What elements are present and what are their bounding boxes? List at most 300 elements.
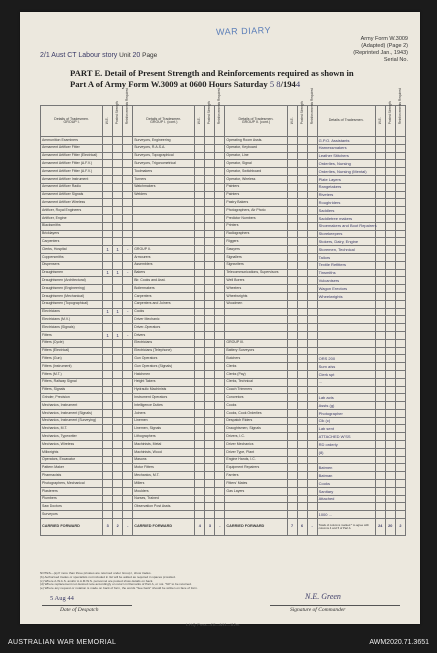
trade-cell: Toolmakers: [133, 168, 195, 176]
table-cell: [385, 363, 395, 371]
table-cell: [113, 339, 123, 347]
table-cell: [205, 464, 215, 472]
table-cell: [287, 339, 297, 347]
trade-cell: Driver Mechanics: [225, 441, 287, 449]
trade-cell: Pharmacists: [41, 472, 103, 480]
table-cell: [195, 339, 205, 347]
table-row: [41, 230, 406, 238]
table-cell: [395, 199, 405, 207]
table-cell: [205, 331, 215, 339]
table-cell: [123, 316, 133, 324]
table-cell: [113, 456, 123, 464]
table-body: [41, 137, 406, 536]
trade-cell: Armament Artificer Signals: [41, 191, 103, 199]
table-cell: [287, 175, 297, 183]
table-cell: [113, 214, 123, 222]
table-cell: [205, 363, 215, 371]
table-cell: [307, 448, 317, 456]
table-row: [41, 168, 406, 176]
trade-cell: Pattern Maker: [41, 464, 103, 472]
table-cell: [307, 464, 317, 472]
table-cell: [195, 191, 205, 199]
table-cell: [395, 230, 405, 238]
trade-cell: [225, 495, 287, 503]
table-cell: [395, 168, 405, 176]
trade-cell: [133, 199, 195, 207]
table-cell: [195, 394, 205, 402]
trade-cell: Storemen, Technical: [317, 246, 375, 254]
table-cell: [205, 511, 215, 519]
table-cell: [215, 495, 225, 503]
table-row: [41, 425, 406, 433]
trade-cell: Clerks: [225, 363, 287, 371]
table-cell: [195, 277, 205, 285]
table-cell: [375, 487, 385, 495]
table-cell: [395, 417, 405, 425]
table-cell: [215, 409, 225, 417]
table-cell: [395, 183, 405, 191]
trade-cell: Mechanics, M.T.: [41, 425, 103, 433]
total-cell: 6: [297, 519, 307, 536]
table-cell: [113, 487, 123, 495]
table-cell: [297, 308, 307, 316]
table-cell: [375, 441, 385, 449]
table-cell: [297, 261, 307, 269]
table-cell: [385, 222, 395, 230]
table-cell: [307, 472, 317, 480]
table-row: [41, 324, 406, 332]
table-cell: [395, 191, 405, 199]
table-cell: [195, 441, 205, 449]
table-cell: [385, 277, 395, 285]
trade-cell: Operating Room Assts.: [225, 137, 287, 145]
table-cell: [375, 386, 385, 394]
table-cell: [307, 175, 317, 183]
table-cell: [307, 238, 317, 246]
table-cell: [287, 230, 297, 238]
table-cell: [375, 472, 385, 480]
table-cell: [215, 253, 225, 261]
trade-cell: Rangetakers: [317, 183, 375, 191]
table-cell: [113, 347, 123, 355]
table-cell: [385, 511, 395, 519]
table-cell: [103, 417, 113, 425]
table-cell: [205, 183, 215, 191]
table-row: [41, 261, 406, 269]
table-cell: [297, 324, 307, 332]
table-cell: [205, 292, 215, 300]
table-cell: [123, 191, 133, 199]
table-cell: [287, 487, 297, 495]
trade-cell: [133, 230, 195, 238]
table-cell: [103, 339, 113, 347]
table-cell: [215, 308, 225, 316]
table-cell: [395, 480, 405, 488]
trade-cell: Plasterers: [41, 487, 103, 495]
table-cell: [375, 370, 385, 378]
table-cell: [103, 495, 113, 503]
table-cell: [287, 160, 297, 168]
trade-cell: Linemen, Signals: [133, 425, 195, 433]
trade-cell: [317, 386, 375, 394]
table-cell: [195, 207, 205, 215]
table-row: [41, 480, 406, 488]
table-cell: [395, 448, 405, 456]
trade-cell: Painters: [225, 183, 287, 191]
table-cell: [123, 300, 133, 308]
table-cell: [215, 261, 225, 269]
trade-cell: Engine Hands, I.C.: [225, 456, 287, 464]
table-cell: [123, 448, 133, 456]
table-cell: [395, 214, 405, 222]
form-adapted: (Adapted) (Page 2): [361, 43, 408, 49]
table-cell: [113, 222, 123, 230]
trade-cell: Armament Artificer Wireless: [41, 199, 103, 207]
table-cell: [307, 324, 317, 332]
table-cell: [395, 433, 405, 441]
table-cell: [287, 472, 297, 480]
table-cell: [307, 363, 317, 371]
table-cell: [103, 160, 113, 168]
table-cell: [103, 277, 113, 285]
table-cell: [297, 511, 307, 519]
table-row: [41, 456, 406, 464]
table-cell: [113, 137, 123, 145]
table-cell: [307, 394, 317, 402]
table-cell: [297, 339, 307, 347]
table-cell: [307, 300, 317, 308]
table-cell: [103, 409, 113, 417]
title-year: /194: [280, 78, 296, 89]
table-cell: [205, 495, 215, 503]
table-cell: [395, 331, 405, 339]
table-cell: [113, 402, 123, 410]
table-cell: [215, 168, 225, 176]
trade-cell: Machinists, Wood: [133, 448, 195, 456]
table-cell: [385, 308, 395, 316]
date-line: [42, 605, 132, 606]
count-cell: 1: [103, 331, 113, 339]
table-cell: [375, 300, 385, 308]
trade-cell: [225, 308, 287, 316]
table-cell: [395, 324, 405, 332]
table-cell: [103, 183, 113, 191]
trade-cell: Surveyors, R.A.S.A.: [133, 144, 195, 152]
table-cell: [215, 324, 225, 332]
table-cell: [103, 378, 113, 386]
table-cell: [103, 472, 113, 480]
table-header-row: Details of Tradesmen. GROUP I. W.E. Posted Strength Reinforcements Required Details of Tradesmen. GROUP I. (cont.) W.E. Posted Strength Reinforcements Required Details of Tradesmen. GROUP II. (cont.) W.E. Posted Strength Reinforcements Required Details of Tradesmen. W.E. Posted Strength Reinforcements Required: [41, 106, 406, 137]
table-cell: [307, 144, 317, 152]
table-cell: [195, 355, 205, 363]
table-cell: [307, 331, 317, 339]
table-cell: [205, 277, 215, 285]
table-cell: [385, 269, 395, 277]
table-cell: [215, 417, 225, 425]
table-cell: [297, 503, 307, 511]
table-row: [41, 339, 406, 347]
table-cell: [395, 261, 405, 269]
table-cell: [375, 316, 385, 324]
trade-cell: Fitters (Cycle): [41, 339, 103, 347]
count-cell: 1: [113, 331, 123, 339]
trade-cell: Draughtsmen, Signals: [225, 425, 287, 433]
table-cell: [395, 386, 405, 394]
table-cell: [195, 253, 205, 261]
table-cell: [123, 409, 133, 417]
table-cell: [205, 480, 215, 488]
table-row: [41, 511, 406, 519]
table-row: [41, 238, 406, 246]
trade-cell: Ammunition Examiners: [41, 137, 103, 145]
note-a: NOTES—(a) If more than three privates are returned under Group I, show trades.: [40, 571, 152, 575]
table-cell: [287, 324, 297, 332]
trade-cell: [133, 214, 195, 222]
table-cell: [385, 230, 395, 238]
table-cell: [195, 487, 205, 495]
trade-cell: Mechanics, Instrument: [41, 402, 103, 410]
trade-cell: Driver Mechanic: [133, 316, 195, 324]
table-cell: [215, 339, 225, 347]
trade-cell: Armament Artificer Instrument: [41, 175, 103, 183]
table-cell: [103, 230, 113, 238]
table-cell: [297, 409, 307, 417]
page-label: Page: [142, 52, 158, 59]
table-cell: [375, 277, 385, 285]
table-cell: [297, 285, 307, 293]
table-cell: [103, 394, 113, 402]
table-cell: [385, 448, 395, 456]
table-cell: [307, 269, 317, 277]
table-cell: [205, 175, 215, 183]
table-cell: [123, 261, 133, 269]
table-row: [41, 386, 406, 394]
table-cell: [205, 378, 215, 386]
form-number: Army Form W.3009: [360, 36, 408, 42]
trade-cell: Draughtsmen (Engineering): [41, 285, 103, 293]
table-cell: [195, 214, 205, 222]
trade-cell: Lab acts: [317, 394, 375, 402]
table-cell: [103, 175, 113, 183]
table-row: [41, 378, 406, 386]
table-cell: [287, 370, 297, 378]
table-cell: [215, 425, 225, 433]
table-cell: [385, 480, 395, 488]
trade-cell: Stokers, Dairy, Engine: [317, 238, 375, 246]
table-cell: [215, 191, 225, 199]
table-cell: [205, 433, 215, 441]
table-cell: [395, 464, 405, 472]
trade-cell: Bricklayers: [41, 230, 103, 238]
trade-cell: Instrument Operators: [133, 394, 195, 402]
trade-cell: Storekeepers: [317, 230, 375, 238]
trade-cell: Predictor Numbers: [225, 214, 287, 222]
table-cell: [375, 378, 385, 386]
trade-cell: Lab sent: [317, 425, 375, 433]
table-cell: [297, 331, 307, 339]
serial-label: Serial No.: [383, 57, 408, 63]
table-cell: [385, 433, 395, 441]
table-cell: [215, 511, 225, 519]
table-cell: [287, 480, 297, 488]
table-cell: [307, 222, 317, 230]
table-cell: [297, 137, 307, 145]
table-cell: [375, 175, 385, 183]
table-cell: [205, 417, 215, 425]
table-cell: [297, 183, 307, 191]
trade-cell: [317, 300, 375, 308]
trade-cell: Painters: [225, 191, 287, 199]
table-cell: [287, 222, 297, 230]
trade-cell: Surveyors: [41, 511, 103, 519]
trade-cell: [225, 331, 287, 339]
table-cell: [297, 425, 307, 433]
trade-cell: Electricians: [133, 339, 195, 347]
table-cell: [195, 402, 205, 410]
table-row: [41, 472, 406, 480]
table-cell: [215, 480, 225, 488]
table-cell: [103, 292, 113, 300]
count-cell: 1: [103, 269, 113, 277]
table-cell: [297, 456, 307, 464]
table-cell: [287, 402, 297, 410]
table-cell: [103, 168, 113, 176]
table-cell: [287, 261, 297, 269]
table-cell: [385, 456, 395, 464]
trade-cell: Electricians: [41, 308, 103, 316]
table-cell: [395, 300, 405, 308]
table-cell: [395, 253, 405, 261]
trade-cell: GROUP II.: [133, 246, 195, 254]
table-cell: [375, 308, 385, 316]
trade-cell: [133, 222, 195, 230]
table-cell: [215, 378, 225, 386]
table-cell: [395, 487, 405, 495]
table-cell: [195, 363, 205, 371]
table-cell: [205, 386, 215, 394]
table-cell: [385, 386, 395, 394]
table-cell: [287, 441, 297, 449]
table-cell: [113, 168, 123, 176]
table-cell: [195, 503, 205, 511]
trade-cell: [317, 347, 375, 355]
table-cell: [297, 300, 307, 308]
table-cell: [307, 261, 317, 269]
table-cell: [205, 191, 215, 199]
trade-cell: Cooks, Cook Orderlies: [225, 409, 287, 417]
trade-cell: Clk (c): [317, 417, 375, 425]
table-row: [41, 394, 406, 402]
table-cell: [195, 378, 205, 386]
table-cell: [395, 144, 405, 152]
table-cell: [205, 222, 215, 230]
trade-cell: Clerk spt: [317, 370, 375, 378]
table-row: [41, 433, 406, 441]
table-cell: [113, 324, 123, 332]
table-cell: [205, 214, 215, 222]
table-cell: [385, 402, 395, 410]
sheet-number: 20: [132, 52, 141, 59]
table-cell: [297, 246, 307, 254]
trade-cell: Draughtsmen (Architectural): [41, 277, 103, 285]
table-row: [41, 191, 406, 199]
table-cell: [307, 152, 317, 160]
trade-cell: Concretors: [225, 394, 287, 402]
trade-cell: Fitters (Instrument): [41, 363, 103, 371]
table-cell: [215, 238, 225, 246]
table-cell: [297, 207, 307, 215]
table-cell: [123, 480, 133, 488]
table-cell: [375, 230, 385, 238]
table-cell: [375, 253, 385, 261]
table-cell: [395, 308, 405, 316]
table-cell: [375, 448, 385, 456]
table-cell: [375, 347, 385, 355]
table-cell: [215, 316, 225, 324]
table-cell: [375, 207, 385, 215]
table-cell: [123, 347, 133, 355]
table-cell: [215, 394, 225, 402]
table-cell: [395, 339, 405, 347]
table-cell: [195, 238, 205, 246]
table-cell: [113, 425, 123, 433]
table-cell: [113, 417, 123, 425]
table-cell: [385, 503, 395, 511]
trade-cell: Armament Artificer Fitter (Electrical): [41, 152, 103, 160]
table-cell: [215, 230, 225, 238]
form-notes: [40, 572, 406, 591]
table-cell: [297, 175, 307, 183]
table-cell: [205, 308, 215, 316]
table-cell: [287, 378, 297, 386]
trade-cell: Artificer, Engine: [41, 214, 103, 222]
trade-cell: ATTACHED W'SS: [317, 433, 375, 441]
trade-cell: Attached: [317, 495, 375, 503]
count-cell: 1: [113, 308, 123, 316]
table-cell: [215, 214, 225, 222]
table-row: [41, 137, 406, 145]
table-cell: [297, 355, 307, 363]
war-diary-stamp: WAR DIARY: [215, 25, 272, 37]
table-cell: [205, 503, 215, 511]
trade-cell: Batman: [317, 472, 375, 480]
table-cell: [123, 160, 133, 168]
table-cell: [103, 261, 113, 269]
total-cell: -: [215, 519, 225, 536]
table-cell: [287, 495, 297, 503]
trade-cell: [317, 339, 375, 347]
table-cell: [375, 238, 385, 246]
table-cell: [375, 417, 385, 425]
trade-cell: G.P.O. Assistants: [317, 137, 375, 145]
table-cell: [307, 253, 317, 261]
part-title: [70, 68, 390, 89]
table-cell: [195, 152, 205, 160]
trade-cell: Fitters: [41, 331, 103, 339]
trade-cell: Surveyors, Topographical: [133, 152, 195, 160]
trade-cell: Battery Surveyors: [225, 347, 287, 355]
table-cell: [103, 511, 113, 519]
table-cell: [375, 199, 385, 207]
table-cell: [395, 277, 405, 285]
table-cell: [385, 246, 395, 254]
table-cell: [385, 144, 395, 152]
table-cell: [215, 386, 225, 394]
table-cell: [113, 152, 123, 160]
trade-cell: Roughriders: [317, 199, 375, 207]
table-cell: [287, 511, 297, 519]
trade-cell: Wheelers: [225, 285, 287, 293]
